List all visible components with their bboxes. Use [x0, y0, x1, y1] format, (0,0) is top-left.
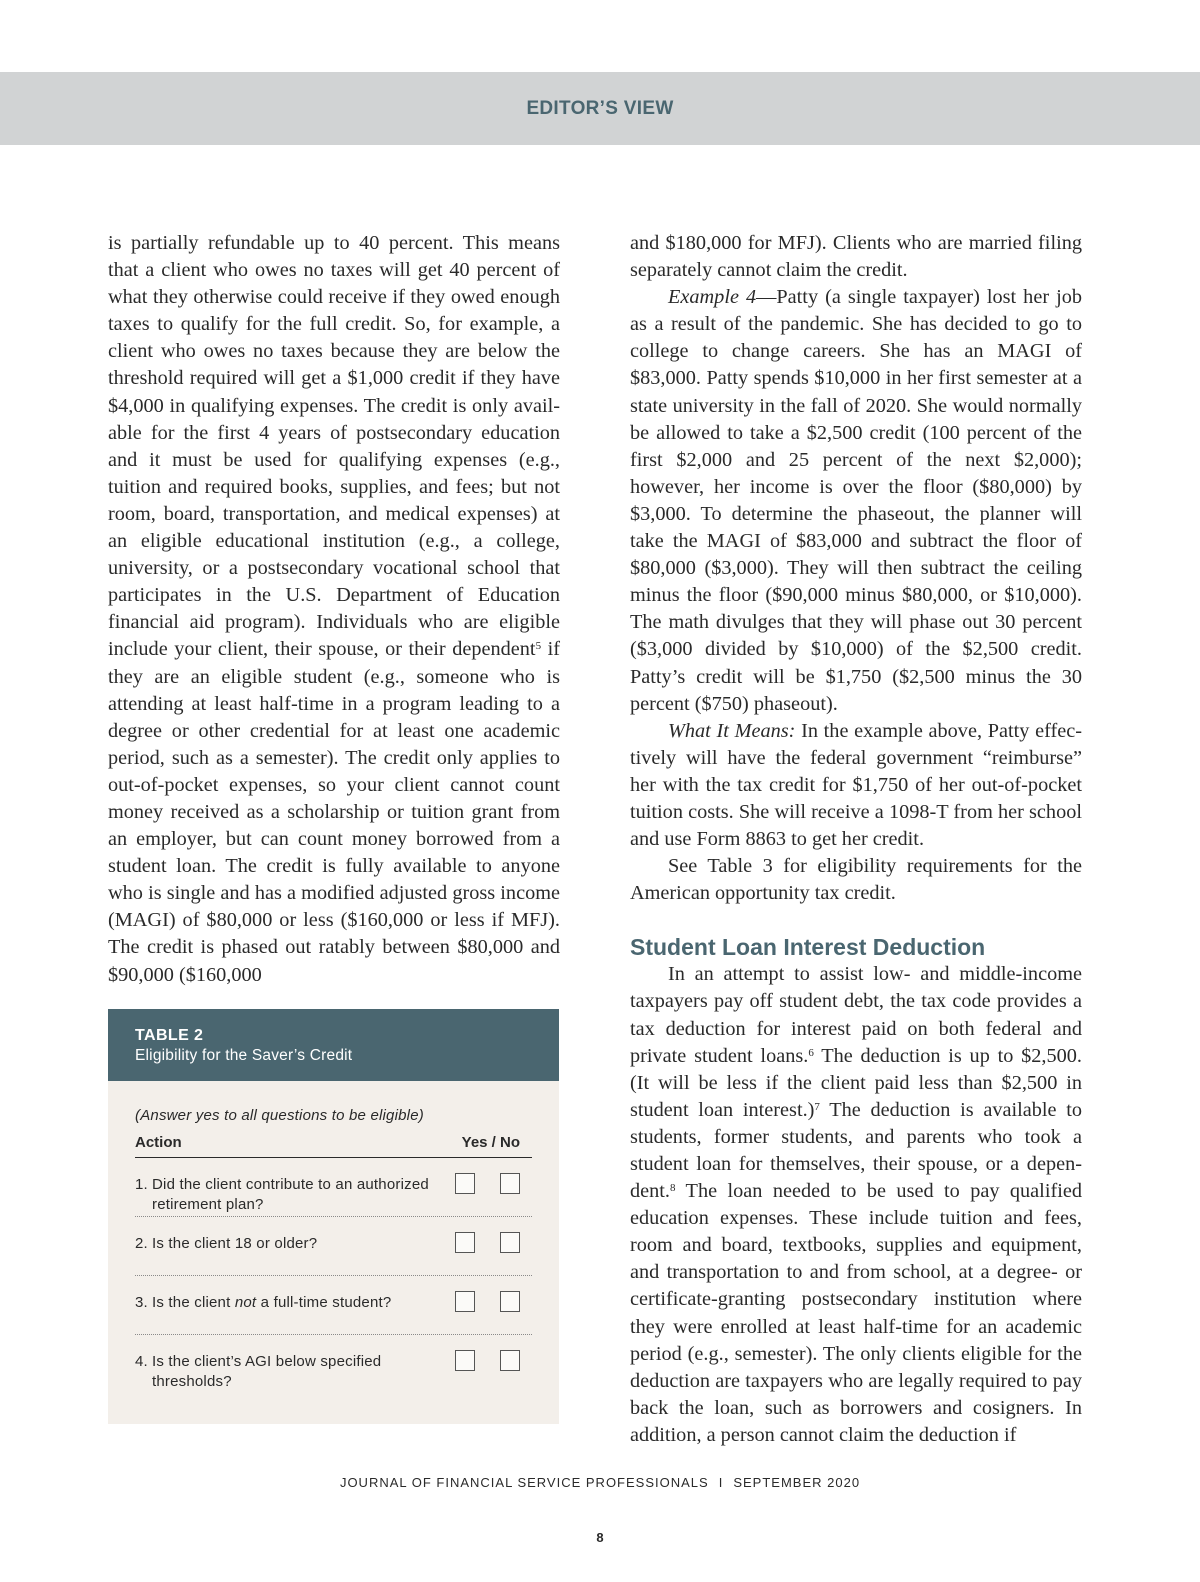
body-paragraph: See Table 3 for eligibility requirements for the American opportunity tax credit.	[630, 855, 1082, 905]
section-title: EDITOR’S VIEW	[526, 97, 674, 119]
page-footer	[0, 1475, 1200, 1490]
yes-checkbox[interactable]	[455, 1291, 475, 1312]
footer-separator: I	[718, 1475, 724, 1490]
table-row	[135, 1158, 532, 1217]
issue-date: SEPTEMBER 2020	[733, 1475, 861, 1490]
question-text: 1. Did the client contribute to an authorized retirement plan?	[135, 1176, 429, 1213]
table-body	[108, 1081, 559, 1394]
question-text: 3. Is the client not a full-time student?	[135, 1294, 392, 1311]
table-row	[135, 1335, 532, 1394]
table-column-headers	[135, 1134, 532, 1158]
table-row	[135, 1276, 532, 1335]
body-paragraph: is partially refundable up to 40 percent. This means that a client who owes no taxes will get 40 percent of what they otherwise could receive if they owed enough taxes to qualify for the full credit. So, for example, a client who owes no taxes because they are below the threshold required will get a $1,000 credit if they have $4,000 in qualifying expenses. The credit is only available for the first 4 years of postsecondary education and it must be used for qualifying expenses (e.g., tuition and required books, supplies, and fees; but not room, board, transportation, and medical expenses) at an eligible educational institution (e.g., a college, university, or a postsecondary vocational school that participates in the U.S. Department of Education financial aid program). Individuals who are eligible include your client, their spouse, or their dependent$^5$ if they are an eligible student (e.g., someone who is attending at least half-time in a program leading to a degree or other credential for at least one academic period, such as a semester). The credit only applies to out-of-pocket expenses, so your client cannot count money received as a scholarship or tuition grant from an employer, but can count money borrowed from a student loan. The credit is fully available to anyone who is single and has a modified adjusted gross income (MAGI) of $80,000 or less ($160,000 or less if MFJ). The credit is phased out ratably between $80,000 and $90,000 ($160,000	[108, 232, 560, 986]
no-checkbox[interactable]	[500, 1291, 520, 1312]
example-paragraph: Example 4—Patty (a single taxpayer) lost her job as a result of the pandemic. She has decided to go to college to change careers. She has an MAGI of $83,000. Patty spends $10,000 in her first semester at a state university in the fall of 2020. She would normally be allowed to take a $2,500 credit (100 percent of the first $2,000 and 25 percent of the next $2,000); however, her income is over the floor ($80,000) by $3,000. To determine the phaseout, the planner will take the MAGI of $83,000 and subtract the floor of $80,000 ($3,000). They will then subtract the ceiling minus the floor ($90,000 minus $80,000, or $10,000). The math divulges that they will phase out 30 percent ($3,000 divided by $10,000) of the $2,500 credit. Patty’s credit will be $1,750 ($2,500 minus the 30 percent ($750) phaseout).	[630, 286, 1083, 715]
journal-name: JOURNAL OF FINANCIAL SERVICE PROFESSIONALS	[339, 1475, 709, 1490]
table-2	[108, 1009, 559, 1424]
page-number: 8	[596, 1530, 604, 1545]
question-text: 4. Is the client’s AGI below specified thresholds?	[135, 1353, 382, 1390]
body-paragraph: and $180,000 for MFJ). Clients who are married filing separately cannot claim the credit.	[630, 232, 1082, 282]
column-yes-no: Yes / No	[461, 1134, 520, 1151]
table-note: (Answer yes to all questions to be eligible)	[135, 1107, 424, 1124]
column-action: Action	[135, 1134, 182, 1151]
table-title: Eligibility for the Saver’s Credit	[135, 1047, 353, 1064]
yes-checkbox[interactable]	[455, 1173, 475, 1194]
table-header	[108, 1009, 559, 1081]
table-row	[135, 1217, 532, 1276]
footnote-ref: 5	[535, 640, 542, 653]
footnote-ref: 8	[670, 1182, 676, 1195]
footnote-ref: 7	[814, 1100, 820, 1113]
left-column	[108, 230, 560, 989]
yes-checkbox[interactable]	[455, 1350, 475, 1371]
no-checkbox[interactable]	[500, 1350, 520, 1371]
footnote-ref: 6	[808, 1046, 814, 1059]
table-label: TABLE 2	[135, 1027, 204, 1044]
question-text: 2. Is the client 18 or older?	[135, 1235, 318, 1252]
right-column	[630, 230, 1082, 1449]
section-heading: Student Loan Interest Deduction	[630, 934, 986, 961]
body-paragraph: In an attempt to assist low- and middle-income taxpayers pay off student debt, the tax code provides a tax deduction for interest paid on both federal and private student loans.$^6$ The deduction is up to $2,500. (It will be less if the client paid less than $2,500 in student loan interest.)$^7$ The deduction is available to students, former students, and parents who took a student loan for themselves, their spouse, or a dependent.$^8$ The loan needed to be used to pay qualified education expenses. These include tuition and fees, room and board, textbooks, supplies and equipment, and transportation to and from school, at a degree- or certificate-granting postsecondary institution where they were enrolled at least half-time for an academic period (e.g., semester). The only clients eligible for the deduction are taxpayers who are legally required to pay back the loan, such as borrowers and cosigners. In addition, a person cannot claim the deduction if	[630, 963, 1082, 1446]
no-checkbox[interactable]	[500, 1232, 520, 1253]
yes-checkbox[interactable]	[455, 1232, 475, 1253]
header-band	[0, 72, 1200, 145]
what-it-means-paragraph: What It Means: In the example above, Patty effectively will have the federal government “reimburse” her with the tax credit for $1,750 of her out-of-pocket tuition costs. She will receive a 1098-T from her school and use Form 8863 to get her credit.	[630, 719, 1082, 851]
no-checkbox[interactable]	[500, 1173, 520, 1194]
